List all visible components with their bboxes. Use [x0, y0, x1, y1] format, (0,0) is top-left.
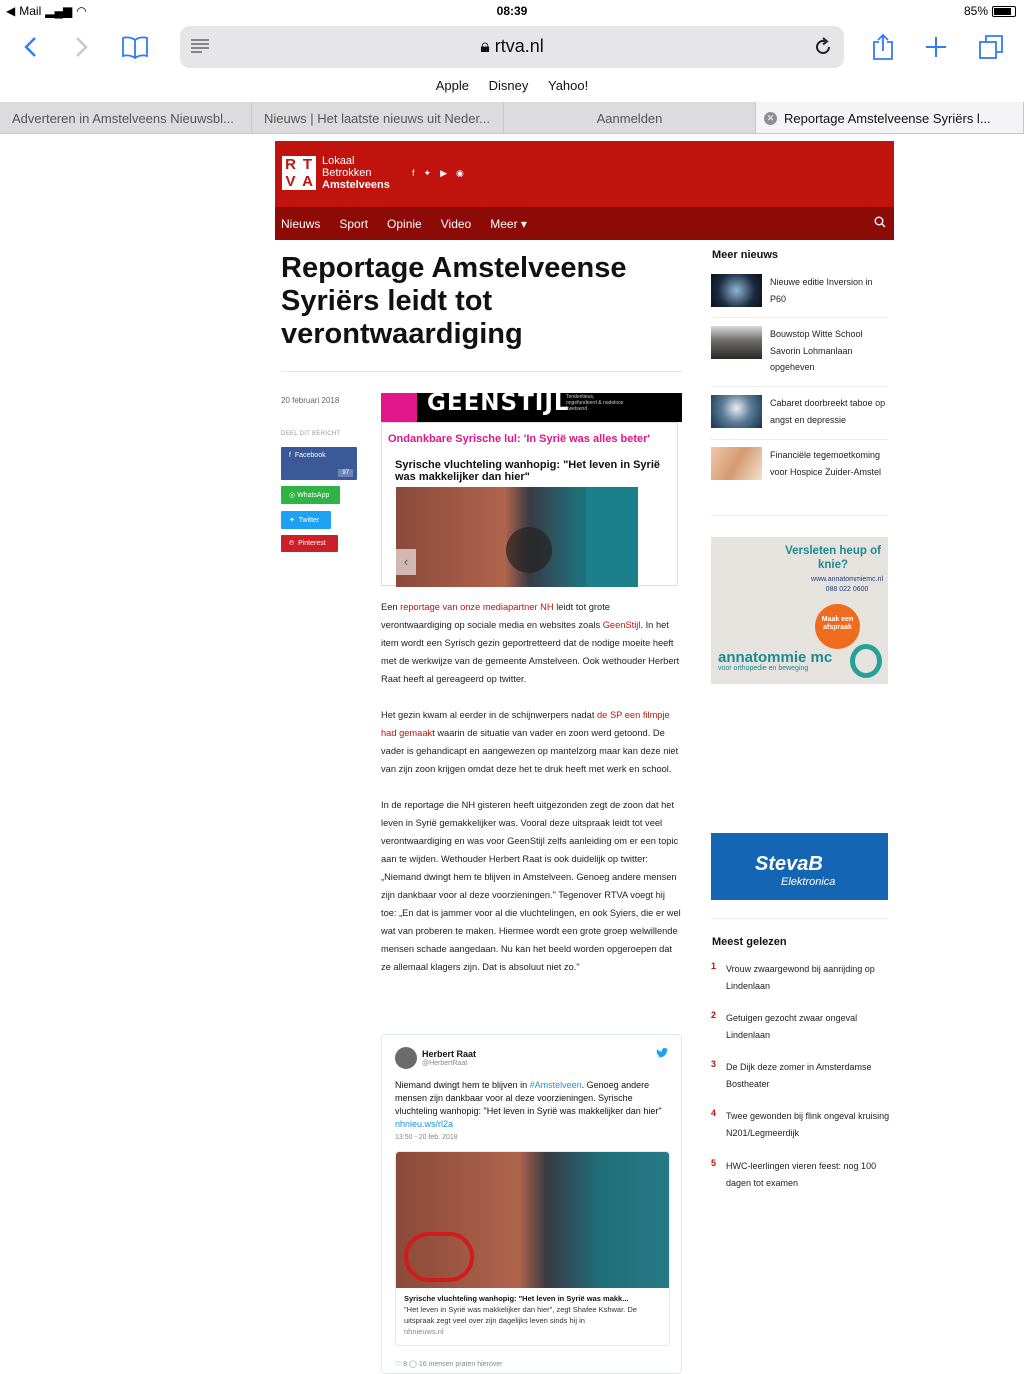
rank-number: 2 [711, 1010, 717, 1020]
article-image-banner [381, 390, 682, 422]
ad-brand: StevaB [755, 853, 823, 875]
bicycle [404, 1232, 474, 1282]
avatar[interactable] [395, 1047, 417, 1069]
forward-button[interactable] [64, 30, 100, 64]
rank-number: 3 [711, 1059, 717, 1069]
text: . Genoeg andere mensen zijn dankbaar voor al deze voorzieningen. Syrische vluchteling wanhopig: "Het leven in Syrië was makkelijker dan hier" [395, 1080, 662, 1116]
paragraph [381, 706, 681, 778]
text: leidt tot grote verontwaardiging op sociale media en websites zoals [381, 602, 610, 630]
reload-icon[interactable] [814, 37, 832, 62]
ad-phone: 088 022 0600 [825, 586, 869, 593]
share-label: DEEL DIT BERICHT [281, 431, 341, 437]
tweet-url-link[interactable]: nhnieu.ws/rl2a [395, 1119, 454, 1129]
tweet-author[interactable]: Herbert Raat [422, 1049, 477, 1059]
url-text: rtva.nl [494, 36, 544, 56]
card-description: "Het leven in Syrië was makkelijker dan hier", zegt Shafee Kshwar. De uitspraak zegt veel over zijn dagelijks leven sinds hij in [404, 1305, 637, 1325]
favorites-bar [0, 78, 1024, 93]
tweet-link-card[interactable] [395, 1151, 670, 1346]
pinterest-icon: ℗ [289, 540, 295, 547]
tabs-overview-icon[interactable] [973, 30, 1009, 64]
news-title: Financiële tegemoetkoming voor Hospice Zuider-Amstel [770, 450, 882, 477]
rank-number: 1 [711, 961, 717, 971]
twitter-share-button[interactable] [281, 511, 331, 529]
tweet-timestamp[interactable]: 13:50 - 20 feb. 2018 [395, 1134, 458, 1141]
news-thumbnail [711, 447, 762, 480]
search-icon[interactable] [874, 216, 886, 231]
rss-icon[interactable]: ◉ [455, 168, 464, 178]
url-field[interactable] [180, 36, 844, 57]
pinterest-share-button[interactable] [281, 535, 338, 552]
whatsapp-icon: ◎ [289, 492, 296, 499]
divider [711, 515, 888, 516]
link-sp-filmpje[interactable]: de SP een filmpje had gemaak [381, 710, 670, 738]
tab-reportage-active[interactable] [756, 102, 1024, 133]
meest-gelezen-heading: Meest gelezen [712, 936, 787, 948]
logo-letter: V [285, 173, 296, 190]
facebook-icon[interactable]: f [412, 168, 415, 178]
ad-headline: Versleten heup of knie? [785, 545, 881, 571]
ad-url-text: www.annatommiemc.nl [811, 576, 883, 583]
door [586, 487, 638, 587]
twitter-icon: ✦ [289, 517, 295, 524]
news-title: Bouwstop Witte School Savorin Lohmanlaan opgeheven [770, 329, 863, 372]
ad-cta-badge: Maak een afspraak [815, 604, 860, 649]
advertisement-stevab[interactable] [711, 833, 888, 900]
logo-line: Lokaal [322, 155, 355, 167]
text: Een [381, 602, 401, 612]
meer-nieuws-heading: Meer nieuws [712, 249, 779, 261]
favorite-apple[interactable]: Apple [435, 78, 469, 93]
nav-opinie[interactable]: Opinie [387, 216, 422, 231]
favorite-yahoo[interactable]: Yahoo! [548, 78, 589, 93]
news-item[interactable] [711, 395, 888, 443]
card-domain: nhnieuws.nl [404, 1327, 444, 1336]
twitter-icon[interactable]: ✦ [423, 168, 432, 178]
news-title: Cabaret doorbreekt taboe op angst en depressie [770, 398, 886, 425]
divider [711, 317, 888, 318]
facebook-share-label: Facebook [294, 452, 326, 459]
ad-brand-sub: Elektronica [781, 876, 836, 888]
logo-line: Amstelveens [322, 179, 390, 191]
tweet-actions[interactable]: ♡ 8 ◯ 16 mensen praten hierover [395, 1361, 503, 1368]
share-icon[interactable] [865, 30, 901, 64]
chevron-left-icon[interactable]: ‹ [396, 549, 416, 575]
rank-number: 4 [711, 1108, 717, 1118]
news-thumbnail [711, 326, 762, 359]
divider [281, 371, 682, 372]
logo-line: Betrokken [322, 167, 372, 179]
rtva-logo[interactable] [282, 155, 390, 191]
rank-number: 5 [711, 1158, 717, 1168]
social-links [412, 168, 464, 179]
article-date: 20 februari 2018 [281, 396, 340, 405]
nav-video[interactable]: Video [440, 216, 472, 231]
tab-nieuws[interactable]: Nieuws | Het laatste nieuws uit Neder... [252, 102, 504, 133]
text: Het gezin kwam al eerder in de schijnwerpers nadat [381, 710, 598, 720]
geenstijl-wordmark: GEENSTIJL [427, 390, 570, 416]
youtube-icon[interactable]: ▶ [440, 168, 447, 178]
logo-letter: T [302, 156, 313, 173]
text: t waarin de situatie van vader en zoon werd getoond. De vader is gehandicapt en aangewezen op mantelzorg maar kan deze niet van zijn zoon krijgen omdat deze het te druk heeft met werk en school. [381, 728, 679, 774]
ad-brand: annatommie mc [718, 649, 833, 666]
signal-icon: ▂▄▆ [45, 4, 73, 18]
most-read-title: HWC-leerlingen vieren feest: nog 100 dagen tot examen [726, 1161, 877, 1188]
news-item[interactable] [711, 274, 888, 322]
image-headline: Ondankbare Syrische lul: 'In Syrië was alles beter' [388, 433, 651, 445]
most-read-title: Getuigen gezocht zwaar ongeval Lindenlaan [726, 1013, 858, 1040]
wheelchair [506, 527, 552, 573]
address-bar[interactable] [180, 26, 844, 68]
ad-brand-sub: voor orthopedie en beweging [718, 665, 809, 672]
tweet-handle[interactable]: @HerbertRaat [422, 1060, 468, 1067]
logo-letter: R [285, 156, 296, 173]
advertisement-annatommie[interactable] [711, 537, 888, 684]
share-count: 97 [338, 469, 353, 477]
news-title: Nieuwe editie Inversion in P60 [770, 277, 873, 304]
divider [711, 439, 888, 440]
news-item[interactable] [711, 447, 888, 517]
paragraph [381, 598, 681, 688]
image-subheadline: Syrische vluchteling wanhopig: "Het leven in Syrië was makkelijker dan hier" [395, 459, 661, 483]
news-item[interactable] [711, 326, 888, 390]
most-read-title: Twee gewonden bij flink ongeval kruising N201/Legmeerdijk [726, 1111, 890, 1138]
article-title: Reportage Amstelveense Syriërs leidt tot verontwaardiging [281, 252, 627, 350]
close-tab-icon[interactable]: ✕ [764, 112, 777, 125]
news-thumbnail [711, 274, 762, 307]
bookmarks-icon[interactable] [117, 30, 153, 64]
paragraph: In de reportage die NH gisteren heeft uitgezonden zegt de zoon dat het leven in Syrië gemakkelijker was. Vooral deze uitspraak leidt tot veel verontwaardiging en was voor GeenStijl zelfs aanleiding om er een topic aan te wijden. Wethouder Herbert Raat is ook duidelijk op twitter: „Niemand dwingt hem te blijven in Amstelveen. Genoeg andere mensen zijn dankbaar voor al deze voorzieningen." Tegenover RTVA voegt hij toe: „En dat is jammer voor al die vluchtelingen, en ook Syiers, die er wel wat van proberen te maken. Hiermee wordt een grote groep welwillende mensen schade aangedaan. Nu kan het beeld worden opgeroepen dat ze allemaal klagers zijn. Dat is absoluut niet zo." [381, 800, 681, 972]
photo-man-in-wheelchair [396, 487, 638, 587]
clock: 08:39 [496, 4, 528, 18]
twitter-bird-icon[interactable] [656, 1048, 668, 1061]
link-nh-reportage[interactable]: reportage van onze mediapartner NH [400, 602, 554, 612]
tab-aanmelden[interactable]: Aanmelden [504, 102, 756, 133]
back-button[interactable] [12, 30, 48, 64]
text: Niemand dwingt hem te blijven in [395, 1080, 530, 1090]
browser-toolbar [0, 22, 1024, 72]
tab-reportage-label: Reportage Amstelveense Syriërs l... [784, 111, 991, 126]
embedded-tweet[interactable] [381, 1034, 682, 1374]
facebook-share-button[interactable] [281, 447, 357, 480]
whatsapp-share-button[interactable] [281, 486, 340, 504]
link-geenstijl[interactable]: GeenStijl [602, 620, 641, 630]
main-nav [275, 207, 894, 240]
wifi-icon: ◠ [76, 4, 87, 18]
article-image[interactable] [381, 422, 678, 586]
tweet-card-image [396, 1152, 669, 1288]
hashtag-link[interactable]: #Amstelveen [529, 1080, 582, 1090]
geenstijl-logo [381, 393, 417, 422]
divider [711, 918, 888, 919]
text: . In het item wordt een Syrisch gezin geportretteerd dat de nodige moeite heeft met de werkwijze van de gemeente Amstelveen. Ook wethouder Herbert Raat heeft al gereageerd op twitter. [381, 620, 680, 684]
tab-adverteren[interactable]: Adverteren in Amstelveens Nieuwsbl... [0, 102, 252, 133]
logo-tagline [322, 155, 390, 191]
logo-mark [282, 156, 316, 190]
facebook-icon: f [289, 452, 291, 459]
nav-sport[interactable]: Sport [339, 216, 369, 231]
new-tab-icon[interactable] [918, 30, 954, 64]
whatsapp-share-label: WhatsApp [297, 492, 330, 499]
news-thumbnail [711, 395, 762, 428]
ad-logo-o [850, 644, 882, 678]
status-bar [0, 0, 1024, 22]
nav-meer[interactable]: Meer ▾ [490, 216, 527, 231]
divider [711, 386, 888, 387]
article-body [381, 598, 681, 994]
nav-nieuws[interactable]: Nieuws [281, 216, 321, 231]
card-title: Syrische vluchteling wanhopig: "Het leven in Syrië was makk... [404, 1294, 629, 1303]
lock-icon: 🔒︎ [480, 36, 490, 56]
back-to-app-icon[interactable]: ◀ [6, 4, 16, 18]
twitter-share-label: Twitter [298, 517, 320, 524]
tab-bar [0, 102, 1024, 134]
tweet-text [395, 1079, 671, 1131]
pinterest-share-label: Pinterest [298, 540, 326, 547]
battery-percent: 85% [963, 4, 988, 18]
site-header [275, 141, 894, 207]
battery-icon [992, 6, 1016, 17]
most-read-title: Vrouw zwaargewond bij aanrijding op Lindenlaan [726, 964, 875, 991]
logo-letter: A [302, 173, 313, 190]
ad-url [811, 575, 883, 595]
geenstijl-tagline: Tendentieus, ongefundeerd & nodeloos kwetsend [566, 394, 624, 412]
most-read-title: De Dijk deze zomer in Amsterdamse Bostheater [726, 1062, 872, 1089]
favorite-disney[interactable]: Disney [488, 78, 529, 93]
carrier-label: Mail [19, 4, 42, 18]
